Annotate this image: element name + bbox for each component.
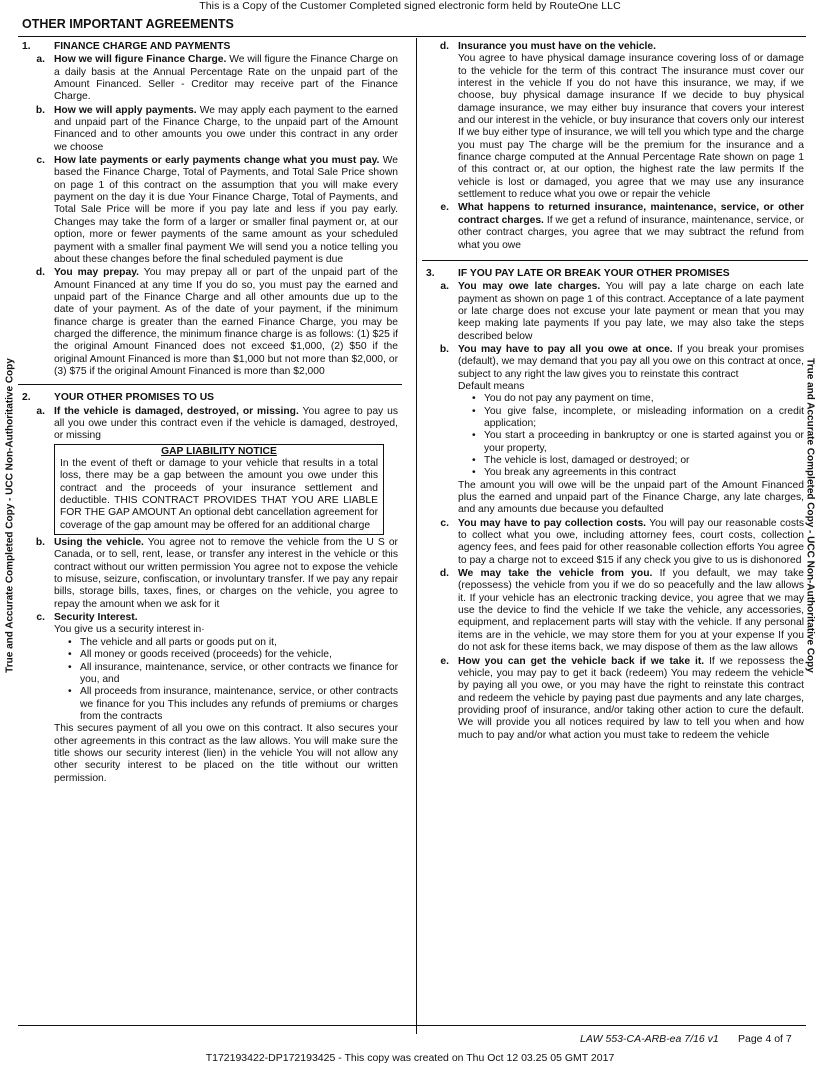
clause-3a: a. You may owe late charges. You will pay a late charge on each late payment as shown on page 1 of this contract. Acceptance of a late payment or late charge does not excuse your late payment or mean that you may keep making late payments If you pay late, we may also take the steps described below bbox=[440, 281, 804, 342]
section-title: YOUR OTHER PROMISES TO US bbox=[54, 392, 215, 404]
clause-1a: a. How we will figure Finance Charge. We will figure the Finance Charge on a daily basis at the Annual Percentage Rate on the unpaid part of the Amount Financed. Seller - Creditor may receive part of the Finance Charge. bbox=[36, 54, 398, 103]
clause-2a: a. If the vehicle is damaged, destroyed, or missing. You agree to pay us all you owe under this contract even if the vehicle is damaged, destroyed, or missing bbox=[36, 405, 398, 442]
section-pay-late bbox=[426, 268, 804, 742]
page-number: Page 4 of 7 bbox=[738, 1033, 792, 1045]
section-number: 3. bbox=[426, 267, 435, 279]
title-rule bbox=[18, 36, 806, 37]
clause-2c-body: You give us a security interest in· • The vehicle and all parts or goods put on it, • All money or goods received (proceeds) for the vehicle, • All insurance, maintenance, service, or other contracts we finance for you, and • All proceeds from insurance, maintenance, service, or other contracts we finance for you This includes any refunds of premiums or charges from the contracts This secures payment of all you owe on this contract. It also secures your other agreements in this contract as the law allows. You will make sure the title shows our security interest (lien) in the vehicle You will not allow any other security interest to be placed on the title without our written permission. bbox=[54, 624, 398, 784]
right-column bbox=[426, 41, 804, 742]
list-item: • The vehicle is lost, damaged or destroyed; or bbox=[472, 455, 804, 467]
clause-3e: e. How you can get the vehicle back if we take it. If we repossess the vehicle, you may pay to get it back (redeem) You may redeem the vehicle by paying all you owe, or you may have the right to reinstate this contract and redeem the vehicle by paying past due payments and any late charges, providing proof of insurance, and/or taking other action to cure the default. We will provide you all notices required by law to tell you when and how much to pay and/or what action you must take to redeem the vehicle bbox=[440, 655, 804, 741]
clause-1b: b. How we will apply payments. We may apply each payment to the earned and unpaid part of the Finance Charge, to the unpaid part of the Amount Financed and to other amounts you owe under this contract in any order we choose bbox=[35, 104, 398, 153]
list-item: • You start a proceeding in bankruptcy or one is started against you or your property, bbox=[472, 430, 804, 455]
section-number: 1. bbox=[22, 41, 31, 52]
list-item: • All proceeds from insurance, maintenance, service, or other contracts we finance for you This includes any refunds of premiums or charges from the contracts bbox=[68, 686, 398, 723]
list-item: • The vehicle and all parts or goods put on it, bbox=[68, 637, 398, 649]
clause-3d: d. We may take the vehicle from you. If you default, we may take (repossess) the vehicle from you if we do so peacefully and the law allows it. If your vehicle has an electronic tracking device, you agree that we may use the device to find the vehicle If we take the vehicle, any accessories, equipment, and replacement parts will stay with the vehicle. If any personal items are in the vehicle, we may store them for you at your expense If you do not ask for these items back, we may dispose of them as the law allows bbox=[439, 568, 804, 654]
left-column bbox=[22, 41, 398, 785]
list-item: • You give false, incomplete, or misleading information on a credit application; bbox=[472, 406, 804, 431]
list-item: • All money or goods received (proceeds) for the vehicle, bbox=[68, 649, 398, 661]
top-notice: This is a Copy of the Customer Completed signed electronic form held by RouteOne LLC bbox=[199, 0, 621, 12]
list-item: • You do not pay any payment on time, bbox=[472, 393, 804, 405]
clause-2c: c. Security Interest. bbox=[36, 612, 138, 624]
clause-2b: b. Using the vehicle. You agree not to remove the vehicle from the U S or Canada, or to sell, rent, lease, or transfer any interest in the vehicle or this contract without our written permission You agree not to expose the vehicle to misuse, seizure, confiscation, or involuntary transfer. If we pay any repair bills, storage bills, taxes, fines, or charges on the vehicle, you agree to repay the amount when we ask for it bbox=[35, 537, 398, 610]
column-divider bbox=[416, 38, 417, 1034]
bottom-rule bbox=[18, 1025, 806, 1026]
clause-3b: b. You may have to pay all you owe at once. If you break your promises (default), we may demand that you pay all you owe on this contract at once, subject to any right the law gives you to reinstate this contract Default means • You do not pay any payment on time, • You give false, incomplete, or misleading information on a credit application; • You start a proceeding in bankruptcy or one is started against you or your property, • The vehicle is lost, damaged or destroyed; or • You break any agreements in this contract The amount you will owe will be the unpaid part of the Amount Financed plus the earned and unpaid part of the Finance Charge, any late charges, and any amounts due because you defaulted bbox=[426, 344, 804, 517]
section-title: IF YOU PAY LATE OR BREAK YOUR OTHER PROMISES bbox=[458, 267, 730, 279]
section-title: FINANCE CHARGE AND PAYMENTS bbox=[54, 41, 231, 52]
form-code: LAW 553-CA-ARB-ea 7/16 v1 bbox=[580, 1033, 719, 1045]
clause-3c: c. You may have to pay collection costs. You will pay our reasonable costs to collect what you owe, including attorney fees, court costs, collection agency fees, and fees paid for other reasonable collection efforts You agree to pay a charge not to exceed $15 if any check you give to us is dishonored bbox=[440, 517, 804, 566]
section-divider bbox=[18, 384, 402, 385]
section-divider bbox=[422, 260, 808, 261]
clause-2e: e. What happens to returned insurance, maintenance, service, or other contract charges. If we get a refund of insurance, maintenance, service, or other contract charges, you agree that we may subtract the refund from what you owe bbox=[440, 202, 804, 251]
clause-1c: c. How late payments or early payments change what you must pay. We based the Finance Charge, Total of Payments, and Total Sale Price shown on page 1 of this contract on the assumption that you will make every payment on the day it is due Your Finance Charge, Total of Payments, and Total Sale Price will be more if you pay late and less if you pay early. Changes may take the form of a larger or smaller final payment or, at our option, more or fewer payments of the same amount as your scheduled payment with a smaller final payment We will send you a notice telling you about these changes before the final scheduled payment is due bbox=[36, 155, 399, 265]
section-finance-charge bbox=[22, 41, 398, 378]
section-other-promises bbox=[22, 392, 398, 785]
side-note-right: True and Accurate Completed Copy - UCC Non-Authoritative Copy bbox=[804, 358, 816, 673]
list-item: • You break any agreements in this contract bbox=[472, 467, 804, 479]
section-number: 2. bbox=[22, 392, 31, 404]
gap-liability-notice bbox=[54, 444, 384, 535]
gap-notice-text: In the event of theft or damage to your vehicle that results in a total loss, there may be a gap between the amount you owe under this contract and the proceeds of your insurance settlement and deductible. THIS CONTRACT PROVIDES THAT YOU ARE LIABLE FOR THE GAP AMOUNT An optional debt cancellation agreement for coverage of the gap amount may be offered for an additional charge bbox=[60, 458, 378, 531]
default-list bbox=[458, 393, 804, 479]
gap-notice-title: GAP LIABILITY NOTICE bbox=[161, 445, 277, 457]
clause-1d: d. You may prepay. You may prepay all or part of the unpaid part of the Amount Financed at any time If you do so, you must pay the earned and unpaid part of the Finance Charge and all other amounts due up to the date of your payment. As of the date of your payment, if the minimum finance charge is greater than the earned Finance Charge, you may be charged the difference, the minimum finance charge is as follows: (1) $25 if the original Amount Financed does not exceed $1,000, (2) $50 if the original Amount Financed is more than $1,000 but not more than $2,000, or (3) $75 if the original Amount Financed is more than $2,000 bbox=[35, 267, 398, 377]
clause-2d: d. Insurance you must have on the vehicle. You agree to have physical damage insurance covering loss of or damage to the vehicle for the term of this contract The insurance must cover our interest in the vehicle If you do not have this insurance, we may, if we choose, buy physical damage insurance If we decide to buy physical damage insurance, we may either buy insurance that covers your interest and our interest in the vehicle, or buy insurance that covers only our interest If we buy either type of insurance, we will tell you which type and the charge you must pay The charge will be the premium for the insurance and a finance charge computed at the Annual Percentage Rate shown on page 1 of this contract or, at our option, the highest rate the law permits If the vehicle is lost or damaged, you agree that we may use any insurance settlement to reduce what you owe or repair the vehicle bbox=[439, 41, 804, 201]
copy-note: T172193422-DP172193425 - This copy was created on Thu Oct 12 03.25 05 GMT 2017 bbox=[205, 1052, 615, 1064]
list-item: • All insurance, maintenance, service, or other contracts we finance for you, and bbox=[68, 662, 398, 687]
page-title: OTHER IMPORTANT AGREEMENTS bbox=[22, 17, 234, 31]
security-interest-list bbox=[54, 637, 398, 723]
side-note-left: True and Accurate Completed Copy - UCC Non-Authoritative Copy bbox=[4, 358, 16, 673]
